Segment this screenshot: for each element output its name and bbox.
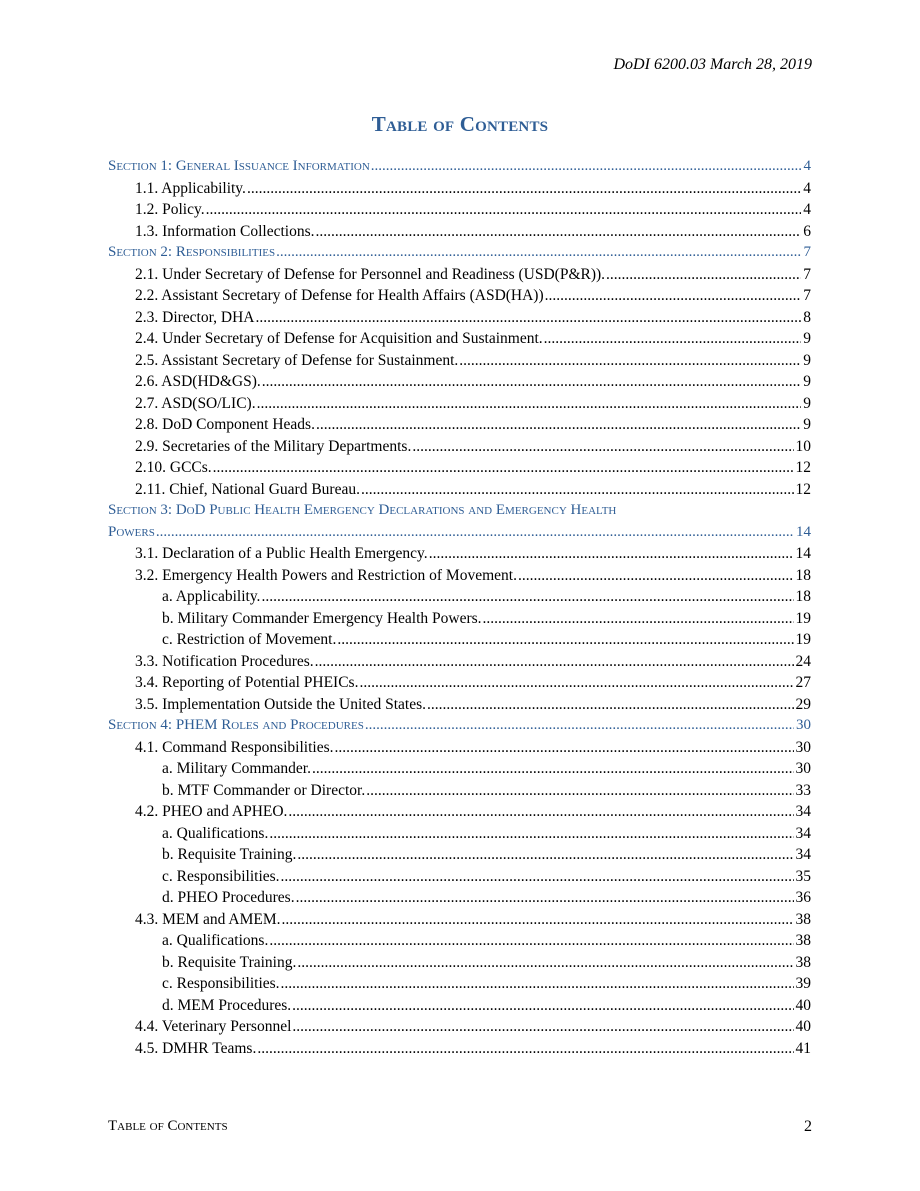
toc-page-number: 34 xyxy=(795,846,811,863)
toc-subsection-entry[interactable] xyxy=(108,328,811,350)
toc-subsection-entry[interactable] xyxy=(108,651,811,673)
toc-entry-label: 1.1. Applicability. xyxy=(135,179,246,197)
toc-entry-label: a. Military Commander. xyxy=(162,760,311,777)
toc-entry-label: 3.5. Implementation Outside the United States. xyxy=(135,695,427,713)
toc-dot-leader xyxy=(296,887,794,909)
toc-page-number: 39 xyxy=(795,975,811,992)
toc-dot-leader xyxy=(281,866,794,888)
toc-page-number: 34 xyxy=(795,824,811,842)
toc-entry-label: 2.7. ASD(SO/LIC). xyxy=(135,394,256,412)
toc-entry-label: c. Responsibilities. xyxy=(162,867,280,885)
toc-entry-label: 2.11. Chief, National Guard Bureau. xyxy=(135,480,360,498)
toc-dot-leader xyxy=(257,393,802,415)
toc-entry-label: b. Requisite Training. xyxy=(162,953,297,971)
toc-subsection-entry[interactable] xyxy=(108,565,811,587)
toc-entry-label: Powers xyxy=(108,523,155,540)
toc-entry-label: 2.6. ASD(HD&GS). xyxy=(135,373,261,390)
toc-page-number: 19 xyxy=(795,631,811,648)
toc-page-number: 9 xyxy=(803,351,811,369)
toc-subsection-entry[interactable] xyxy=(108,371,811,393)
toc-subsection-entry[interactable] xyxy=(108,543,811,565)
toc-entry-label: 3.3. Notification Procedures. xyxy=(135,652,314,670)
toc-dot-leader xyxy=(276,242,801,264)
toc-subsection-entry[interactable] xyxy=(108,307,811,329)
toc-dot-leader xyxy=(213,457,794,479)
toc-dot-leader xyxy=(206,199,802,221)
toc-page-number: 9 xyxy=(803,330,811,347)
toc-page-number: 30 xyxy=(795,760,811,777)
footer-section-label: Table of Contents xyxy=(108,1118,228,1134)
toc-subsection-entry[interactable] xyxy=(108,178,811,200)
toc-dot-leader xyxy=(359,672,793,694)
toc-entry-label: 4.5. DMHR Teams. xyxy=(135,1039,257,1057)
toc-dot-leader xyxy=(483,608,794,630)
footer-page-number: 2 xyxy=(804,1118,812,1135)
toc-entry-label: 1.3. Information Collections. xyxy=(135,222,315,240)
toc-entry-label: 2.10. GCCs. xyxy=(135,459,212,476)
toc-dot-leader xyxy=(262,371,802,393)
toc-dot-leader xyxy=(288,801,793,823)
toc-subsection-entry[interactable] xyxy=(108,1038,811,1060)
toc-dot-leader xyxy=(335,737,794,759)
toc-subsection-entry[interactable] xyxy=(108,1016,811,1038)
toc-subitem-entry[interactable] xyxy=(108,629,811,651)
page-title-text: Table of Contents xyxy=(371,112,549,136)
toc-page-number: 35 xyxy=(795,867,811,885)
toc-page-number: 29 xyxy=(795,695,811,713)
toc-entry-label: 2.8. DoD Component Heads. xyxy=(135,416,315,433)
toc-page-number: 40 xyxy=(795,1018,811,1035)
toc-entry-label: Section 2: Responsibilities xyxy=(108,244,276,260)
toc-subitem-entry[interactable] xyxy=(108,866,811,888)
toc-page-number: 12 xyxy=(795,480,811,498)
toc-entry-label: d. PHEO Procedures. xyxy=(162,889,295,906)
toc-dot-leader xyxy=(544,328,802,350)
toc-dot-leader xyxy=(269,930,793,952)
toc-section-entry[interactable] xyxy=(108,156,811,178)
toc-section-heading-line[interactable]: Section 3: DoD Public Health Emergency Declarations and Emergency Health xyxy=(108,502,617,518)
toc-entry-label: 3.4. Reporting of Potential PHEICs. xyxy=(135,674,359,691)
toc-dot-leader xyxy=(545,285,802,307)
toc-subitem-entry[interactable] xyxy=(108,758,811,780)
toc-dot-leader xyxy=(606,264,801,286)
toc-dot-leader xyxy=(257,1038,793,1060)
toc-dot-leader xyxy=(366,780,793,802)
toc-dot-leader xyxy=(337,629,793,651)
toc-dot-leader xyxy=(247,178,801,200)
toc-page-number: 38 xyxy=(795,932,811,949)
toc-subsection-entry[interactable] xyxy=(108,350,811,372)
toc-entry-label: a. Qualifications. xyxy=(162,932,269,949)
toc-subsection-entry[interactable] xyxy=(108,737,811,759)
toc-page-number: 24 xyxy=(795,652,811,670)
toc-dot-leader xyxy=(361,479,794,501)
toc-dot-leader xyxy=(282,909,794,931)
toc-entry-label: b. Military Commander Emergency Health Powers. xyxy=(162,609,482,627)
toc-page-number: 10 xyxy=(795,437,811,455)
toc-page-number: 14 xyxy=(795,545,811,562)
toc-page-number: 7 xyxy=(803,287,811,304)
toc-entry-label: 2.2. Assistant Secretary of Defense for Health Affairs (ASD(HA)) xyxy=(135,287,544,304)
toc-entry-label: 1.2. Policy. xyxy=(135,201,205,218)
toc-page-number: 18 xyxy=(795,566,811,584)
toc-subsection-entry[interactable] xyxy=(108,672,811,694)
toc-page-number: 7 xyxy=(803,265,811,283)
document-reference-header: DoDI 6200.03 March 28, 2019 xyxy=(613,56,812,73)
toc-dot-leader xyxy=(518,565,794,587)
toc-subitem-entry[interactable] xyxy=(108,823,811,845)
toc-dot-leader xyxy=(292,1016,793,1038)
toc-page-number: 19 xyxy=(795,609,811,627)
toc-entry-label: d. MEM Procedures. xyxy=(162,996,292,1014)
toc-page-number: 14 xyxy=(796,523,811,540)
toc-page-number: 38 xyxy=(795,953,811,971)
toc-section-entry[interactable] xyxy=(108,522,811,544)
toc-subsection-entry[interactable] xyxy=(108,694,811,716)
toc-entry-label: Section 4: PHEM Roles and Procedures xyxy=(108,717,364,733)
toc-page-number: 9 xyxy=(803,416,811,433)
toc-entry-label: 4.2. PHEO and APHEO. xyxy=(135,803,288,820)
toc-subsection-entry[interactable] xyxy=(108,199,811,221)
toc-subitem-entry[interactable] xyxy=(108,586,811,608)
toc-page-number: 38 xyxy=(795,910,811,928)
toc-dot-leader xyxy=(297,952,793,974)
toc-entry-label: 4.4. Veterinary Personnel xyxy=(135,1018,292,1035)
toc-section-entry[interactable] xyxy=(108,715,811,737)
toc-subsection-entry[interactable] xyxy=(108,285,811,307)
toc-dot-leader xyxy=(297,844,793,866)
toc-subitem-entry[interactable] xyxy=(108,887,811,909)
toc-dot-leader xyxy=(315,651,794,673)
toc-subitem-entry[interactable] xyxy=(108,952,811,974)
toc-dot-leader xyxy=(316,414,801,436)
toc-entry-label: 2.5. Assistant Secretary of Defense for Sustainment. xyxy=(135,351,459,369)
toc-entry-label: c. Restriction of Movement. xyxy=(162,631,337,648)
toc-entry-label: b. MTF Commander or Director. xyxy=(162,781,366,799)
toc-subitem-entry[interactable] xyxy=(108,930,811,952)
toc-page-number: 30 xyxy=(795,738,811,756)
toc-subsection-entry[interactable] xyxy=(108,479,811,501)
toc-subsection-entry[interactable] xyxy=(108,457,811,479)
toc-page-number: 4 xyxy=(803,201,811,218)
toc-entry-label: 2.3. Director, DHA xyxy=(135,308,255,326)
toc-subsection-entry[interactable] xyxy=(108,801,811,823)
toc-dot-leader xyxy=(371,156,802,178)
toc-entry-label: 2.9. Secretaries of the Military Departments. xyxy=(135,437,412,455)
toc-dot-leader xyxy=(292,995,793,1017)
toc-page-number: 27 xyxy=(795,674,811,691)
toc-entry-label: 3.1. Declaration of a Public Health Emergency. xyxy=(135,545,428,562)
toc-page-number: 30 xyxy=(796,717,811,733)
toc-page-number: 9 xyxy=(803,373,811,390)
toc-subitem-entry[interactable] xyxy=(108,780,811,802)
toc-subitem-entry[interactable] xyxy=(108,973,811,995)
toc-page-number: 41 xyxy=(795,1039,811,1057)
toc-dot-leader xyxy=(261,586,793,608)
toc-page-number: 40 xyxy=(795,996,811,1014)
toc-entry-label: 3.2. Emergency Health Powers and Restriction of Movement. xyxy=(135,566,517,584)
toc-dot-leader xyxy=(255,307,801,329)
toc-dot-leader xyxy=(427,694,793,716)
toc-page-number: 33 xyxy=(795,781,811,799)
toc-dot-leader xyxy=(156,522,794,544)
toc-entry-label: b. Requisite Training. xyxy=(162,846,297,863)
toc-page-number: 8 xyxy=(803,308,811,326)
toc-dot-leader xyxy=(412,436,793,458)
toc-page-number: 36 xyxy=(795,889,811,906)
toc-subsection-entry[interactable] xyxy=(108,221,811,243)
page-title xyxy=(0,112,920,137)
toc-dot-leader xyxy=(269,823,793,845)
toc-dot-leader xyxy=(312,758,794,780)
toc-page-number: 12 xyxy=(795,459,811,476)
toc-dot-leader xyxy=(281,973,794,995)
table-of-contents xyxy=(108,156,811,1059)
toc-entry-label: 2.1. Under Secretary of Defense for Personnel and Readiness (USD(P&R)). xyxy=(135,265,606,283)
toc-subsection-entry[interactable] xyxy=(108,264,811,286)
toc-subitem-entry[interactable] xyxy=(108,608,811,630)
toc-page-number: 4 xyxy=(803,179,811,197)
toc-subitem-entry[interactable] xyxy=(108,995,811,1017)
toc-entry-label: a. Applicability. xyxy=(162,588,261,605)
toc-page-number: 9 xyxy=(803,394,811,412)
toc-page-number: 7 xyxy=(803,244,811,260)
toc-page-number: 6 xyxy=(803,222,811,240)
toc-dot-leader xyxy=(365,715,794,737)
toc-page-number: 18 xyxy=(795,588,811,605)
toc-section-entry[interactable] xyxy=(108,242,811,264)
toc-dot-leader xyxy=(459,350,801,372)
toc-dot-leader xyxy=(429,543,794,565)
toc-subsection-entry[interactable] xyxy=(108,414,811,436)
toc-entry-label: Section 1: General Issuance Information xyxy=(108,158,370,174)
toc-entry-label: 2.4. Under Secretary of Defense for Acquisition and Sustainment. xyxy=(135,330,543,347)
toc-entry-label: c. Responsibilities. xyxy=(162,975,280,992)
toc-dot-leader xyxy=(316,221,802,243)
toc-page-number: 34 xyxy=(795,803,811,820)
toc-entry-label: 4.1. Command Responsibilities. xyxy=(135,738,334,756)
toc-entry-label: 4.3. MEM and AMEM. xyxy=(135,910,281,928)
toc-subsection-entry[interactable] xyxy=(108,393,811,415)
toc-page-number: 4 xyxy=(803,158,811,174)
toc-subitem-entry[interactable] xyxy=(108,844,811,866)
toc-entry-label: a. Qualifications. xyxy=(162,824,269,842)
toc-subsection-entry[interactable] xyxy=(108,909,811,931)
toc-subsection-entry[interactable] xyxy=(108,436,811,458)
